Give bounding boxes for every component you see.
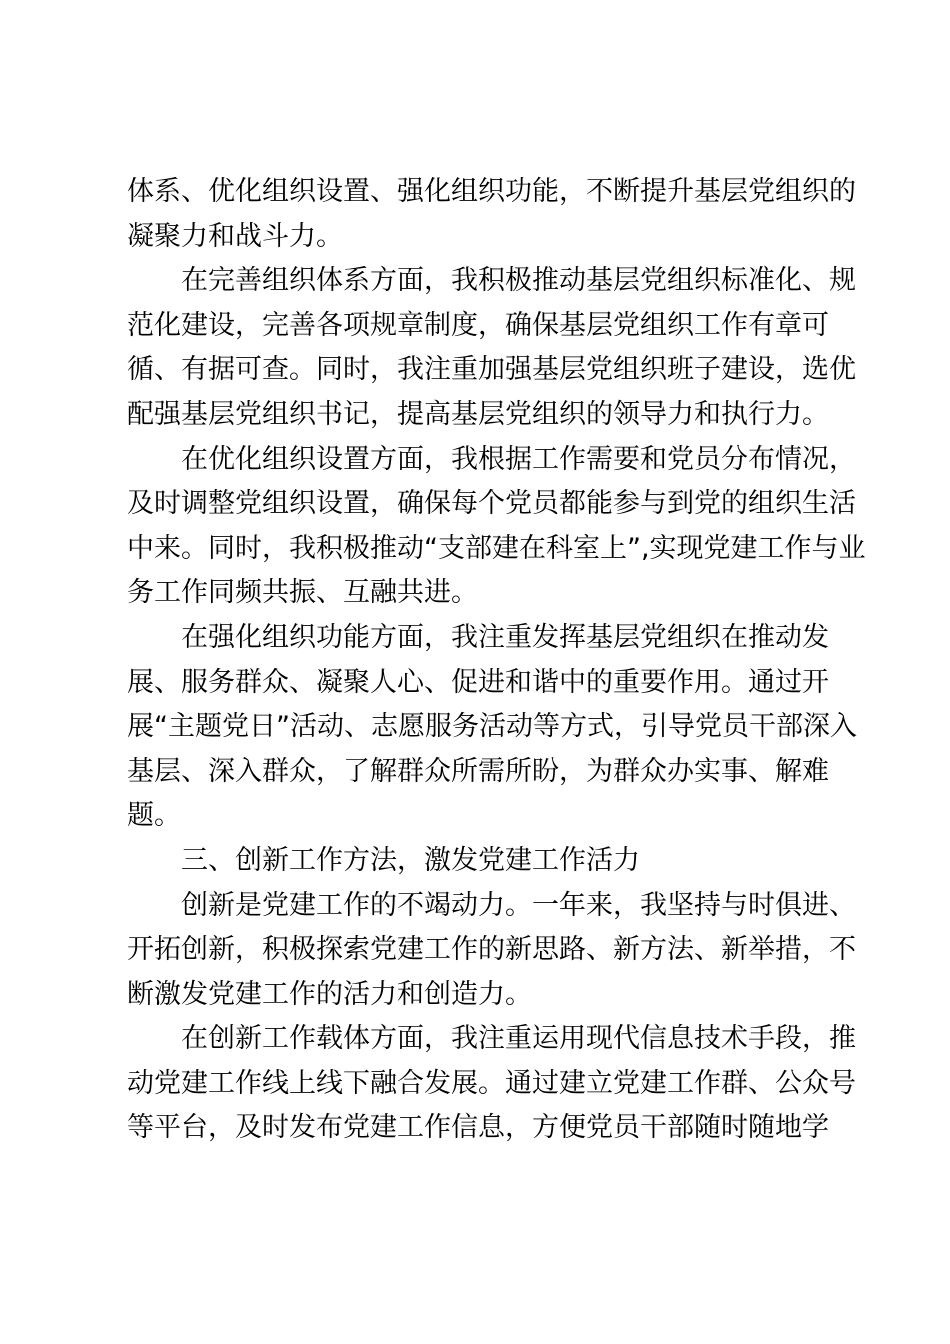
text-line: 断激发党建工作的活力和创造力。: [127, 978, 532, 1010]
text-line: 开拓创新，积极探索党建工作的新思路、新方法、新举措，不: [127, 934, 856, 966]
text-line: 凝聚力和战斗力。: [127, 220, 343, 252]
body-text: [127, 170, 866, 1151]
paragraph-start-line: 在强化组织功能方面，我注重发挥基层党组织在推动发: [181, 621, 829, 653]
text-line: 等平台，及时发布党建工作信息，方便党员干部随时随地学: [127, 1112, 829, 1144]
paragraph-start-line: 在创新工作载体方面，我注重运用现代信息技术手段，推: [181, 1023, 856, 1055]
text-line: 及时调整党组织设置，确保每个党员都能参与到党的组织生活: [127, 488, 856, 520]
text-line: 中来。同时，我积极推动“支部建在科室上”,实现党建工作与业: [127, 532, 866, 564]
text-line: 展“主题党日”活动、志愿服务活动等方式，引导党员干部深入: [127, 711, 857, 743]
text-line: 循、有据可查。同时，我注重加强基层党组织班子建设，选优: [127, 354, 856, 386]
text-line: 题。: [127, 800, 181, 832]
paragraph-start-line: 在完善组织体系方面，我积极推动基层党组织标准化、规: [181, 265, 856, 297]
paragraph-start-line: 创新是党建工作的不竭动力。一年来，我坚持与时俱进、: [181, 889, 856, 921]
text-line: 务工作同频共振、互融共进。: [127, 577, 478, 609]
text-line: 体系、优化组织设置、强化组织功能，不断提升基层党组织的: [127, 176, 856, 207]
section-heading: 三、创新工作方法，激发党建工作活力: [181, 844, 640, 876]
paragraph-start-line: 在优化组织设置方面，我根据工作需要和党员分布情况，: [181, 443, 856, 475]
text-line: 展、服务群众、凝聚人心、促进和谐中的重要作用。通过开: [127, 666, 829, 698]
text-line: 配强基层党组织书记，提高基层党组织的领导力和执行力。: [127, 398, 829, 430]
text-line: 动党建工作线上线下融合发展。通过建立党建工作群、公众号: [127, 1067, 856, 1099]
text-line: 基层、深入群众，了解群众所需所盼，为群众办实事、解难: [127, 755, 829, 787]
text-line: 范化建设，完善各项规章制度，确保基层党组织工作有章可: [127, 309, 829, 341]
